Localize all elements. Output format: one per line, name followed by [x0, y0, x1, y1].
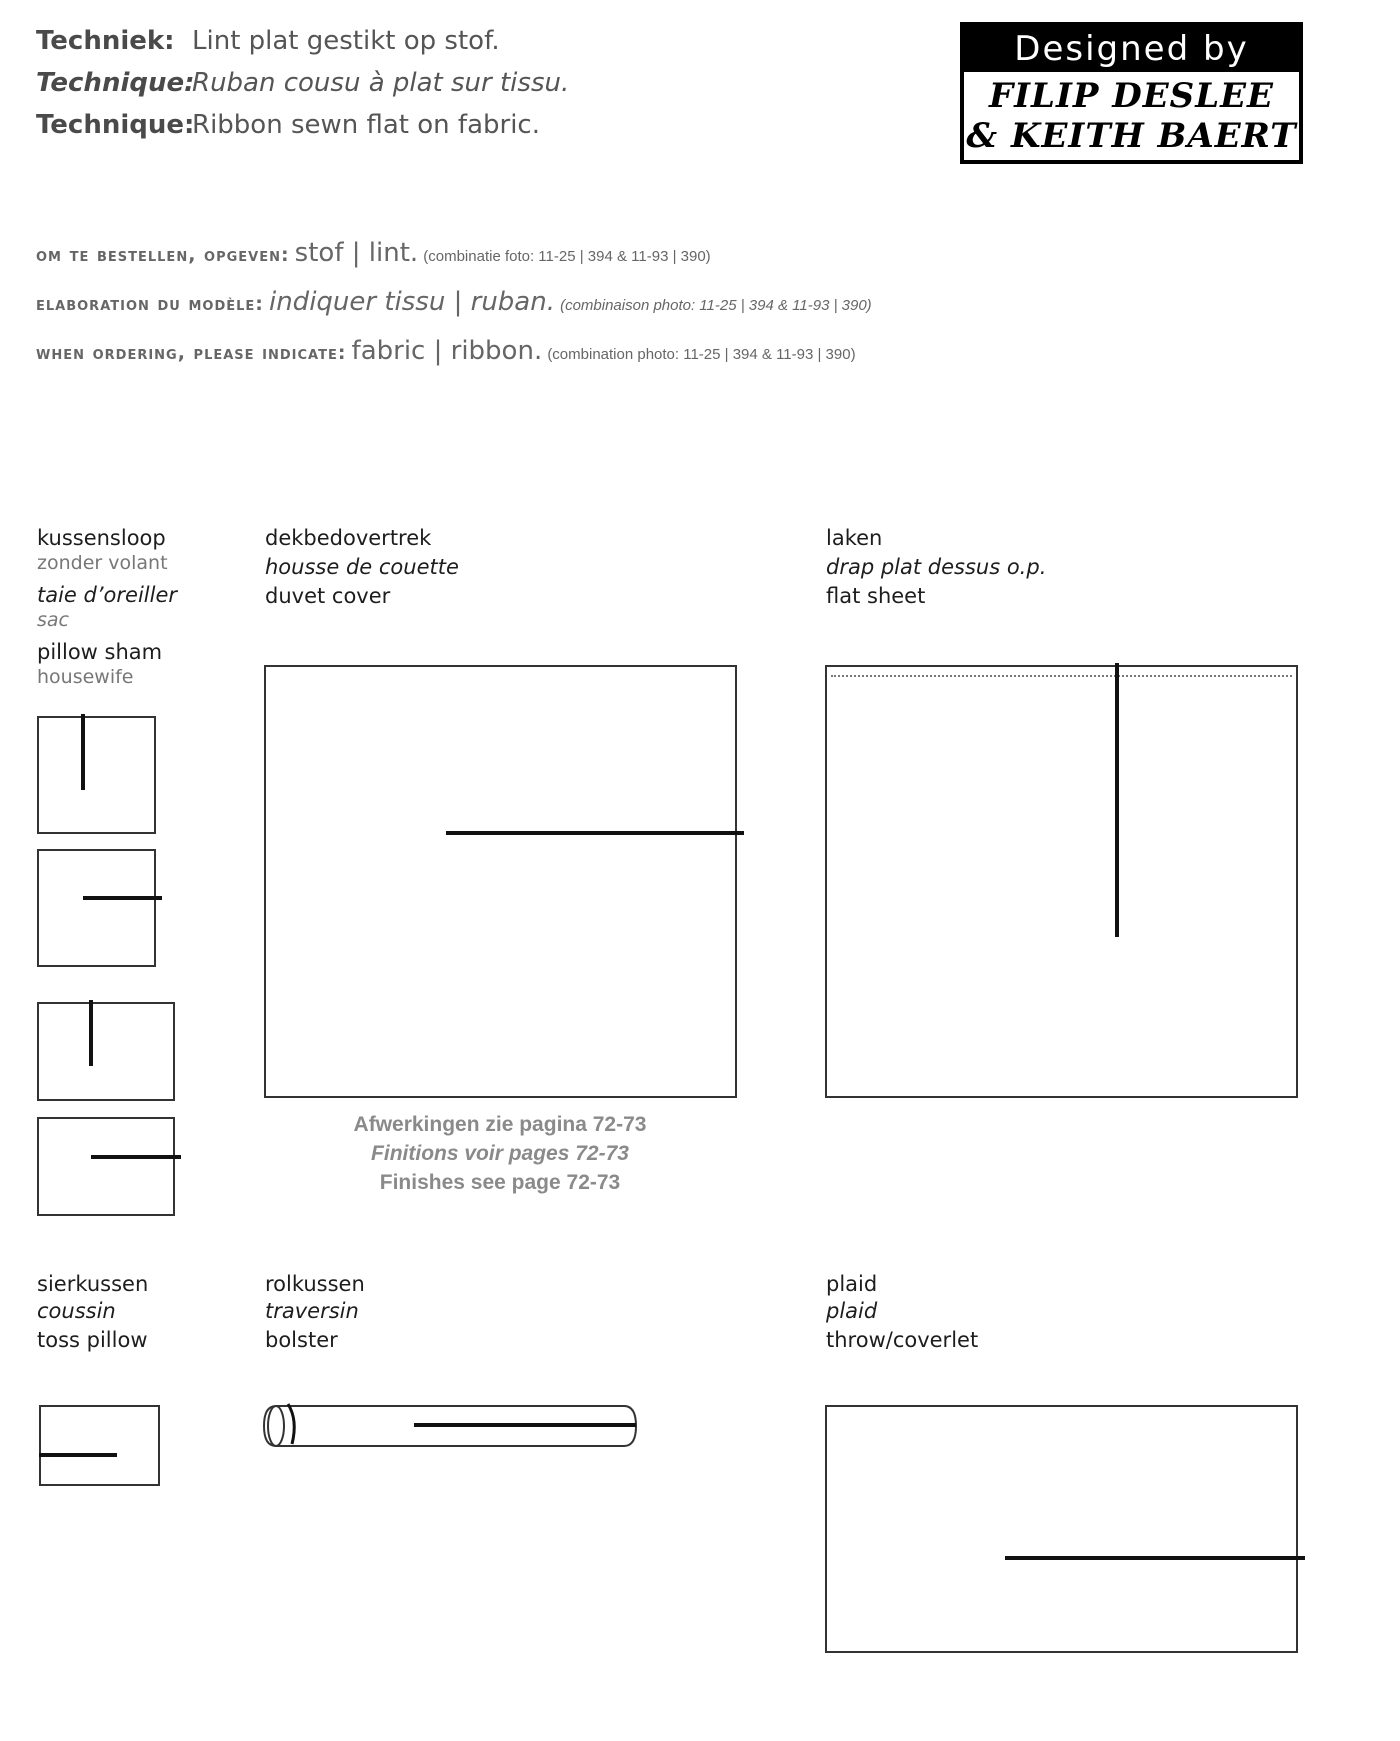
- designer-name-2: & KEITH BAERT: [966, 116, 1297, 156]
- finishes-note-en: Finishes see page 72-73: [379, 1171, 621, 1194]
- toss-pillow-diagram: [39, 1405, 160, 1486]
- ordering-line-en: [36, 336, 856, 366]
- ordering-caption: om te bestellen, opgeven:: [36, 244, 290, 266]
- pillowcase-sub-en: housewife: [37, 666, 134, 688]
- pillowcase-diagram-4: [37, 1117, 175, 1216]
- ordering-value: stof | lint.: [294, 238, 419, 268]
- toss-label-en: toss pillow: [37, 1328, 148, 1352]
- pillowcase-diagram-1: [37, 716, 156, 834]
- fold-line: [831, 675, 1292, 677]
- ordering-line-fr: [36, 287, 872, 317]
- ordering-caption: elaboration du modèle:: [36, 293, 264, 315]
- ordering-note: (combinaison photo: 11-25 | 394 & 11-93 | 390): [560, 297, 872, 314]
- pillowcase-sub-nl: zonder volant: [37, 552, 168, 574]
- bolster-label-fr: traversin: [265, 1299, 359, 1323]
- ordering-value: fabric | ribbon.: [351, 336, 543, 366]
- technique-text-fr: Ruban cousu à plat sur tissu.: [192, 68, 570, 98]
- ribbon-line: [91, 1155, 181, 1159]
- pillowcase-label-fr: taie d’oreiller: [37, 583, 177, 607]
- bolster-diagram: [262, 1400, 642, 1452]
- ribbon-line: [89, 1000, 93, 1066]
- pillowcase-label-en: pillow sham: [37, 640, 163, 664]
- sheet-label-en: flat sheet: [826, 584, 926, 608]
- ribbon-line: [81, 714, 85, 790]
- sheet-label-nl: laken: [826, 526, 883, 550]
- ordering-caption: when ordering, please indicate:: [36, 342, 347, 364]
- duvet-label-en: duvet cover: [265, 584, 391, 608]
- bolster-label-en: bolster: [265, 1328, 338, 1352]
- bolster-label-nl: rolkussen: [265, 1272, 365, 1296]
- designed-by-heading: Designed by: [964, 26, 1299, 72]
- sheet-diagram: [825, 665, 1298, 1098]
- pillowcase-diagram-3: [37, 1002, 175, 1101]
- plaid-label-fr: plaid: [826, 1299, 878, 1323]
- pillowcase-sub-fr: sac: [37, 609, 69, 631]
- designer-name-1: FILIP DESLEE: [989, 76, 1274, 116]
- ordering-note: (combinatie foto: 11-25 | 394 & 11-93 | 390): [423, 248, 711, 265]
- technique-label-nl: Techniek:: [36, 26, 175, 56]
- pillowcase-label-nl: kussensloop: [37, 526, 166, 550]
- duvet-diagram: [264, 665, 737, 1098]
- sheet-label-fr: drap plat dessus o.p.: [826, 555, 1047, 579]
- ribbon-line: [1115, 663, 1119, 937]
- pillowcase-diagram-2: [37, 849, 156, 967]
- plaid-label-en: throw/coverlet: [826, 1328, 979, 1352]
- technique-text-nl: Lint plat gestikt op stof.: [192, 26, 500, 56]
- ribbon-line: [1005, 1556, 1305, 1560]
- technique-label-fr: Technique:: [36, 68, 195, 98]
- ordering-value: indiquer tissu | ruban.: [268, 287, 555, 317]
- toss-label-nl: sierkussen: [37, 1272, 149, 1296]
- designed-by-box: [960, 22, 1303, 164]
- ordering-line-nl: [36, 238, 711, 268]
- ribbon-line: [39, 1453, 117, 1457]
- technique-label-en: Technique:: [36, 110, 195, 140]
- finishes-note-nl: Afwerkingen zie pagina 72-73: [353, 1113, 647, 1136]
- plaid-label-nl: plaid: [826, 1272, 878, 1296]
- technique-text-en: Ribbon sewn flat on fabric.: [192, 110, 540, 140]
- duvet-label-nl: dekbedovertrek: [265, 526, 432, 550]
- plaid-diagram: [825, 1405, 1298, 1653]
- ribbon-line: [83, 896, 162, 900]
- duvet-label-fr: housse de couette: [265, 555, 459, 579]
- ribbon-line: [446, 831, 744, 835]
- toss-label-fr: coussin: [37, 1299, 116, 1323]
- ordering-note: (combination photo: 11-25 | 394 & 11-93 | 390): [547, 346, 856, 363]
- finishes-note-fr: Finitions voir pages 72-73: [371, 1142, 629, 1165]
